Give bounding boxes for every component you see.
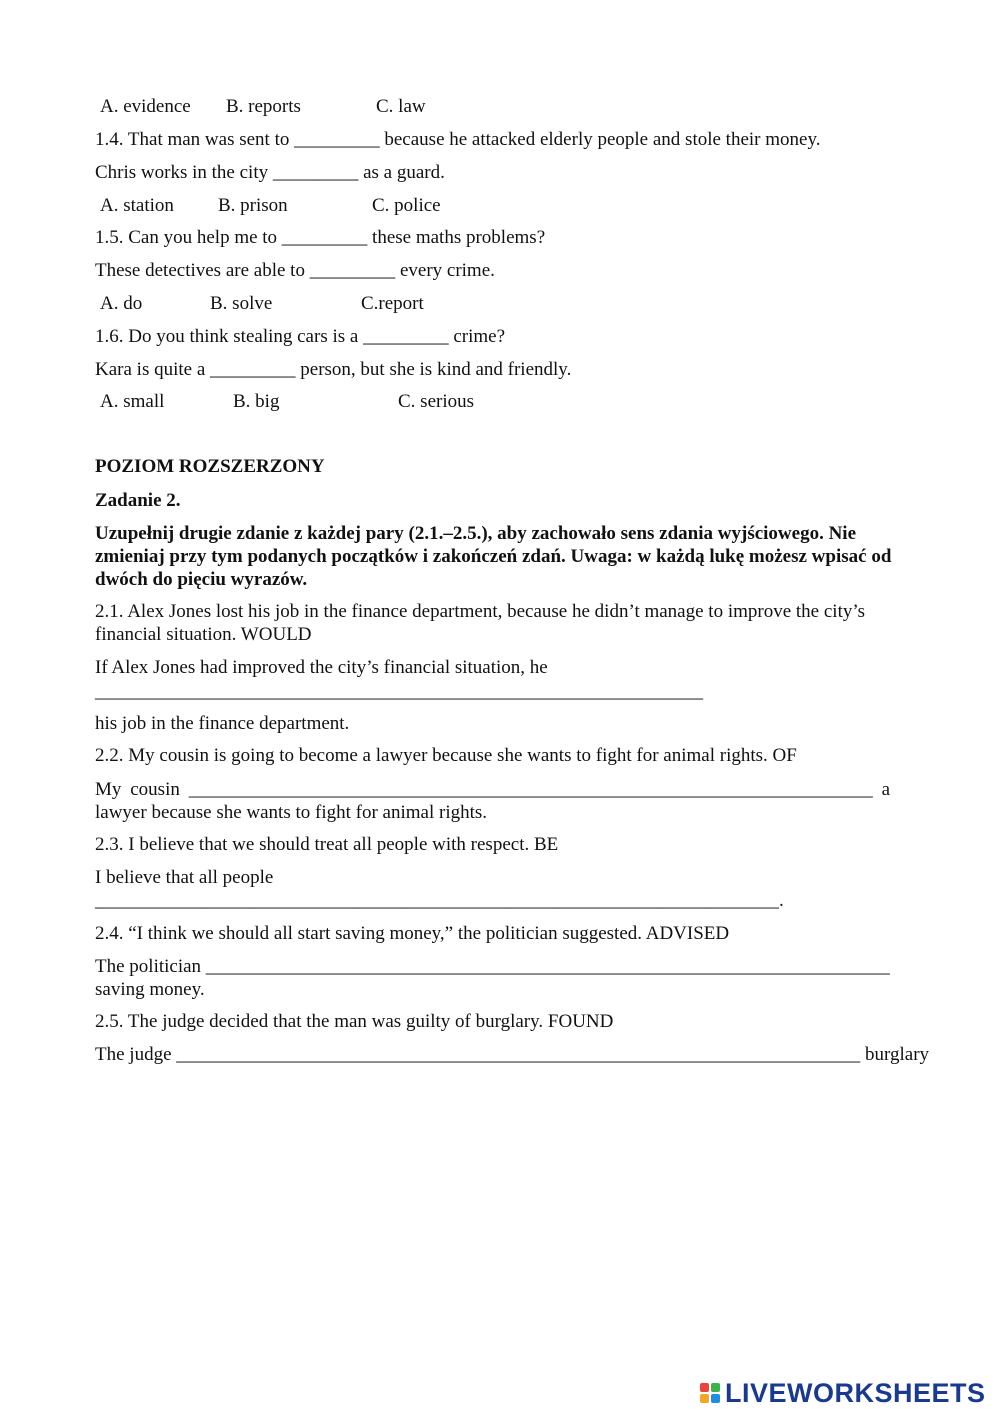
q16-option-c: C. serious xyxy=(398,391,474,412)
q24-answer[interactable]: The politician ________________________________________________________________________ saving money. xyxy=(95,956,890,1000)
q13-option-b: B. reports xyxy=(226,96,301,117)
q15-sentence-1: 1.5. Can you help me to _________ these maths problems? xyxy=(95,227,546,248)
q14-option-c: C. police xyxy=(372,195,441,216)
logo-square-3 xyxy=(700,1394,709,1403)
section-title: POZIOM ROZSZERZONY xyxy=(95,456,325,477)
liveworksheets-logo-icon xyxy=(700,1383,720,1403)
task-title: Zadanie 2. xyxy=(95,490,181,511)
q21-answer-start: If Alex Jones had improved the city’s financial situation, he xyxy=(95,657,548,678)
logo-square-4 xyxy=(711,1394,720,1403)
q21-prompt: 2.1. Alex Jones lost his job in the finance department, because he didn’t manage to improve the city’s financial situation. WOULD xyxy=(95,601,866,645)
q23-answer-start: I believe that all people xyxy=(95,867,274,888)
q25-answer[interactable]: The judge ________________________________________________________________________ burglary xyxy=(95,1044,930,1065)
liveworksheets-logo-text: LIVEWORKSHEETS xyxy=(725,1377,986,1408)
q14-sentence-1: 1.4. That man was sent to _________ because he attacked elderly people and stole their money. xyxy=(95,129,821,150)
q16-option-a: A. small xyxy=(100,391,165,412)
q21-answer-end: his job in the finance department. xyxy=(95,713,350,734)
q15-option-b: B. solve xyxy=(210,293,273,314)
q15-option-c: C.report xyxy=(361,293,424,314)
q13-option-a: A. evidence xyxy=(100,96,191,117)
q22-answer[interactable]: My cousin ________________________________________________________________________ a lawyer because she wants to fight for animal rights. xyxy=(95,779,890,823)
q16-sentence-1: 1.6. Do you think stealing cars is a _________ crime? xyxy=(95,326,506,347)
task-instructions: Uzupełnij drugie zdanie z każdej pary (2.1.–2.5.), aby zachowało sens zdania wyjściowego. Nie zmieniaj przy tym podanych początków i zakończeń zdań. Uwaga: w każdą lukę możesz wpisać od dwóch do pięciu wyrazów. xyxy=(95,523,892,590)
q14-option-a: A. station xyxy=(100,195,174,216)
q23-answer-blank[interactable]: ________________________________________________________________________. xyxy=(95,890,784,911)
liveworksheets-logo xyxy=(700,1378,986,1408)
q14-sentence-2: Chris works in the city _________ as a guard. xyxy=(95,162,445,183)
q21-answer-blank[interactable]: ________________________________________________________________ xyxy=(95,681,703,702)
q16-sentence-2: Kara is quite a _________ person, but she is kind and friendly. xyxy=(95,359,572,380)
q14-option-b: B. prison xyxy=(218,195,288,216)
q15-sentence-2: These detectives are able to _________ every crime. xyxy=(95,260,495,281)
q15-option-a: A. do xyxy=(100,293,143,314)
logo-square-1 xyxy=(700,1383,709,1392)
q24-prompt: 2.4. “I think we should all start saving money,” the politician suggested. ADVISED xyxy=(95,923,730,944)
q16-option-b: B. big xyxy=(233,391,280,412)
q13-option-c: C. law xyxy=(376,96,426,117)
logo-square-2 xyxy=(711,1383,720,1392)
q22-prompt: 2.2. My cousin is going to become a lawyer because she wants to fight for animal rights. OF xyxy=(95,745,797,766)
q23-prompt: 2.3. I believe that we should treat all people with respect. BE xyxy=(95,834,559,855)
q25-prompt: 2.5. The judge decided that the man was guilty of burglary. FOUND xyxy=(95,1011,614,1032)
